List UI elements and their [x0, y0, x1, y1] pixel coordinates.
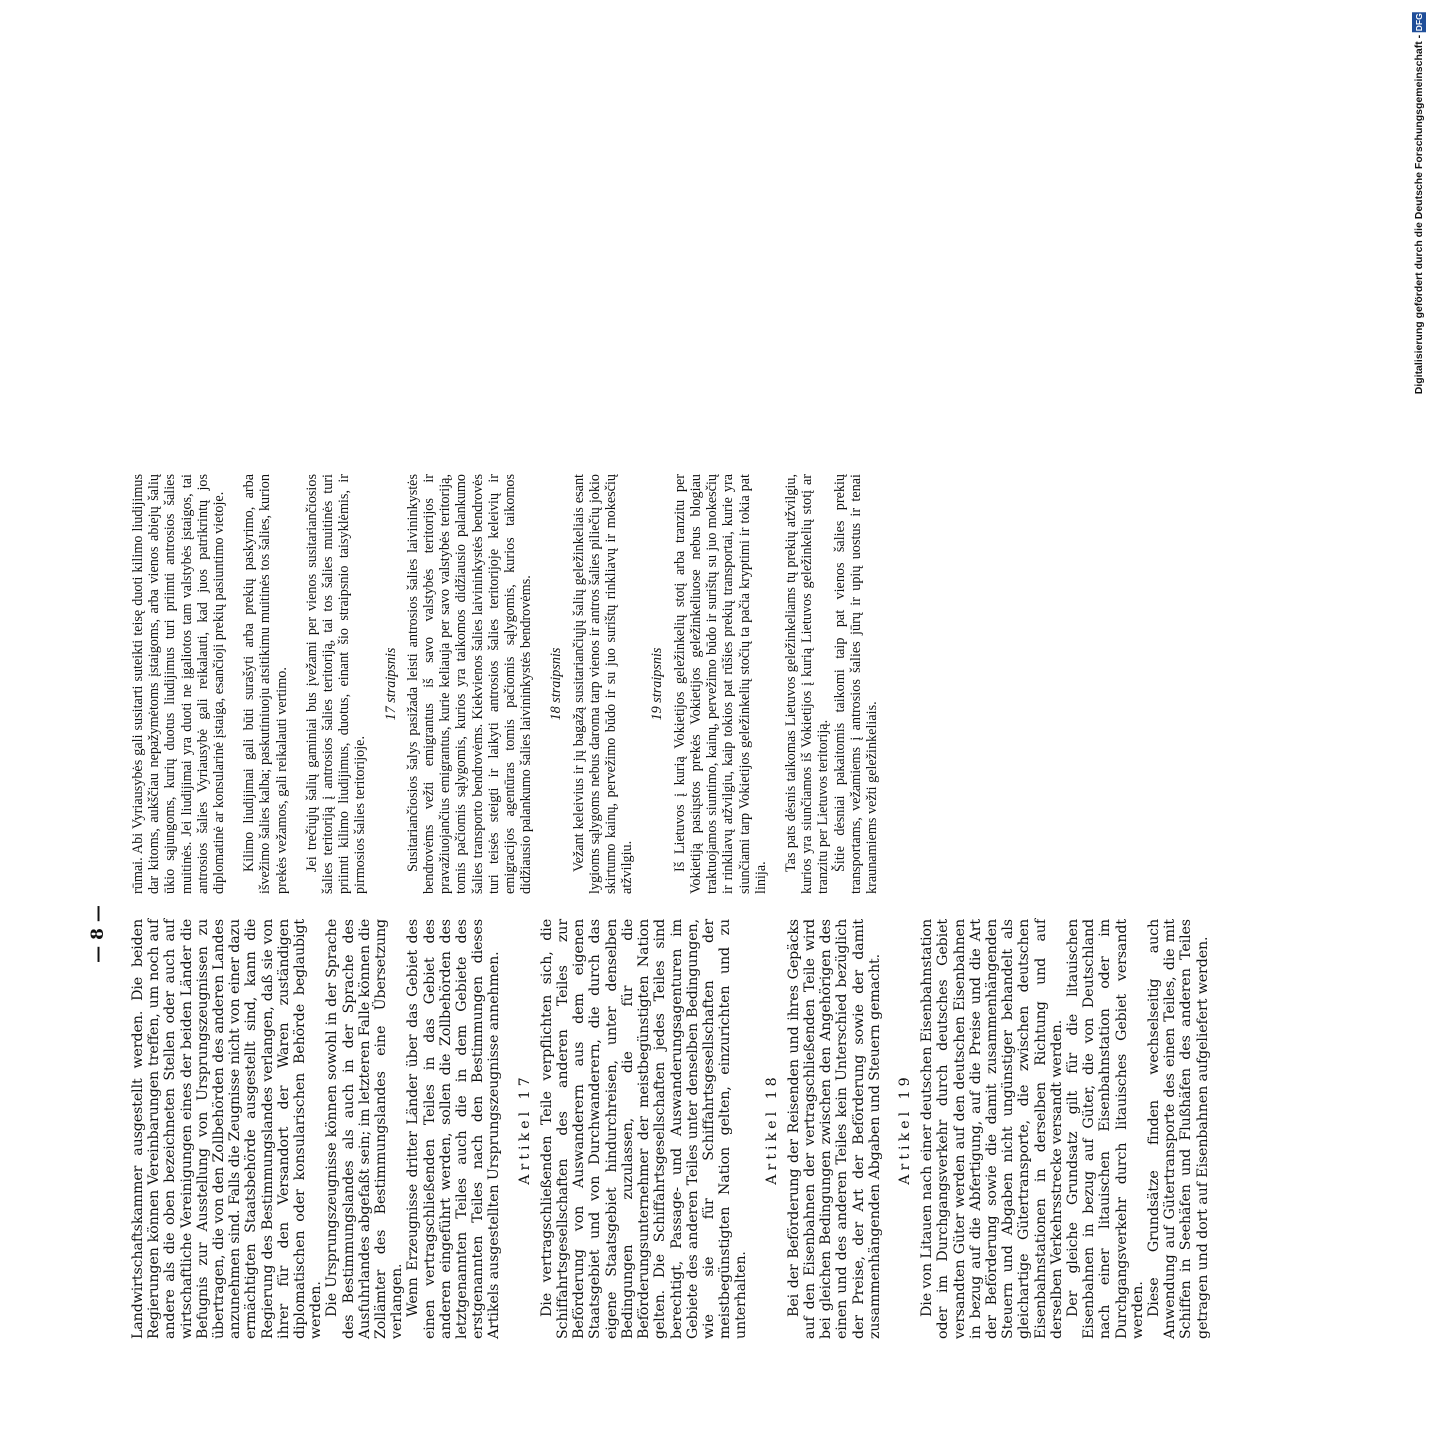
german-article-17-heading: Artikel 17 [516, 1073, 533, 1185]
german-article-18-heading: Artikel 18 [763, 1073, 780, 1185]
lithuanian-article-17-text: Susitariančiosios šalys pasižada leisti antrosios šalies laivininkystės bendrovėms vežti emigrantus iš savo valstybės teritorijos ir pravažiuojančius emigrantus, kurie keliauja per savo valstybės teritoriją, tomis pačiomis sąlygomis, kurios yra taikomos didžiausio palankumo šalies transporto bendrovėms. Kiekvienos šalies laivininkystės bendrovės turi teisės steigti ir laikyti antrosios šalies teritorijoje keleivių ir emigracijos agentūras tomis pačiomis sąlygomis, kurios taikomos didžiausio palankumo šalies laivininkystės bendrovėms. [404, 474, 535, 894]
lithuanian-article-17-heading: 17 straipsnis [382, 647, 399, 721]
lithuanian-paragraph: Kilimo liudijimai gali būti surašyti arba prekių paskyrimo, arba išvežimo šalies kalba; paskutiniuoju atsitikimu muitinės tos šalies, kurion prekės vežamos, gali reikalauti vertimo. [241, 474, 290, 894]
lithuanian-article-19-heading: 19 straipsnis [649, 647, 666, 721]
lithuanian-paragraph: Jei trečiųjų šalių gaminiai bus įvežami per vienos susitariančiosios šalies teritoriją į antrosios šalies teritoriją, tai tos šalies muitinės turi priimti kilimo liudijimus, duotus, einant šio straipsnio taisyklėmis, ir pirmosios šalies teritorijoje. [303, 474, 369, 894]
lithuanian-article-19-paragraph: Iš Lietuvos į kurią Vokietijos geležinkelių stotį arba tranzitu per Vokietiją pasiųstos prekės Vokietijos geležinkeliuose nebus blogiau traktuojamos siuntimo, kainų, pervežimo būdo ir surištų su juo mokesčių ir rinkliavų atžvilgiu, kaip tokios pat rūšies prekių transportai, kurie yra siunčiami tarp Vokietijos geležinkelių stočių ta pačia kryptimi ir tokia pat linija. [671, 474, 769, 894]
german-column [130, 919, 1211, 1339]
lithuanian-article-19-paragraph: Tas pats dėsnis taikomas Lietuvos geležinkeliams tų prekių atžvilgiu, kurios yra siunčiamos iš Vokietijos į kurią Lietuvos geležinkelių stotį ar tranzitu per Lietuvos teritoriją. [782, 474, 832, 894]
spacer [227, 474, 241, 894]
spacer [769, 474, 783, 894]
german-article-18-text: Bei der Beförderung der Reisenden und ihres Gepäcks auf den Eisenbahnen der vertragschließenden Teile wird bei gleichen Bedingungen zwischen den Angehörigen des einen und des anderen Teiles kein Unterschied bezüglich der Preise, der Art der Beförderung sowie der damit zusammenhängenden Abgaben und Steuern gemacht. [785, 919, 883, 1339]
dfg-logo: DFG [1414, 13, 1424, 31]
german-article-19-paragraph: Diese Grundsätze finden wechselseitig auch Anwendung auf Gütertransporte des einen Teiles, die mit Schiffen in Seehäfen und Flußhäfen des anderen Teiles getragen und dort auf Eisenbahnen aufgeliefert werden. [1145, 919, 1211, 1339]
german-paragraph: Wenn Erzeugnisse dritter Länder über das Gebiet des einen vertragschließenden Teiles in das Gebiet des anderen eingeführt werden, sollen die Zollbehörden des letztgenannten Teiles auch die in dem Gebiete des erstgenannten Teiles nach den Bestimmungen dieses Artikels ausgestellten Ursprungszeugnisse annehmen. [405, 919, 503, 1339]
spacer [290, 474, 304, 894]
german-paragraph: Die Ursprungszeugnisse können sowohl in der Sprache des Bestimmungslandes als auch in der Sprache des Ausfuhrlandes abgefaßt sein; im letzteren Falle können die Zollämter des Bestimmungslandes eine Übersetzung verlangen. [324, 919, 406, 1339]
german-article-19-heading: Artikel 19 [896, 1073, 913, 1185]
lithuanian-article-19-paragraph: Šitie dėsniai pakaitomis taikomi taip pat vienos šalies prekių transportams, vežamiems į antrosios šalies jūrų ir upių uostus ir tenai kraunamiems vežti geležinkeliais. [831, 474, 880, 894]
rotated-page [0, 434, 1434, 1434]
german-article-17-text: Die vertragschließenden Teile verpflichten sich, die Schiffahrtsgesellschaften des anderen Teiles zur Beförderung von Auswanderern aus dem eigenen Staatsgebiet und von Durchwanderern, die durch das eigene Staatsgebiet hindurchreisen, unter denselben Bedingungen zuzulassen, die für die Beförderungsunternehmer der meistbegünstigten Nation gelten. Die Schiffahrtsgesellschaften jedes Teiles sind berechtigt, Passage- und Auswanderungsagenturen im Gebiete des anderen Teiles unter denselben Bedingungen, wie sie für Schiffahrtsgesellschaften der meistbegünstigten Nation gelten, einzurichten und zu unterhalten. [538, 919, 750, 1339]
credit-text-wrap [1412, 8, 1426, 394]
lithuanian-paragraph: rūmai. Abi Vyriausybės gali susitarti suteikti teisę duoti kilimo liudijimus dar kitoms, aukščiau nepažymėtoms įstaigoms, arba vienos abiejų šalių ūkio sąjungoms, kurių duotus liudijimus turi priimti antrosios šalies muitinės. Jei liudijimai yra duoti ne įgaliotos tam valstybės įstaigos, tai antrosios šalies Vyriausybė gali reikalauti, kad juos patrikrintų jos diplomatinė ar konsularinė įstaiga, esančioji prekių pasiuntimo vietoje. [130, 474, 228, 894]
page-number: — 8 — [88, 905, 108, 963]
german-article-19-paragraph: Der gleiche Grundsatz gilt für die litauischen Eisenbahnen in bezug auf Güter, die von Deutschland nach einer litauischen Eisenbahnstation oder im Durchgangsverkehr durch litauisches Gebiet versandt werden. [1064, 919, 1146, 1339]
german-article-19-paragraph: Die von Litauen nach einer deutschen Eisenbahnstation oder im Durchgangsverkehr durch deutsches Gebiet versandten Güter werden auf den deutschen Eisenbahnen in bezug auf die Abfertigung, auf die Preise und die Art der Beförderung sowie die damit zusammenhängenden Steuern und Abgaben nicht ungünstiger behandelt als gleichartige Gütertransporte, die zwischen deutschen Eisenbahnstationen in derselben Richtung und auf derselben Verkehrsstrecke versandt werden. [919, 919, 1065, 1339]
german-paragraph: Landwirtschaftskammer ausgestellt werden. Die beiden Regierungen können Vereinbarungen treffen, um noch auf andere als die oben bezeichneten Stellen oder auch auf wirtschaftliche Vereinigungen eines der beiden Länder die Befugnis zur Ausstellung von Ursprungszeugnissen zu übertragen, die von den Zollbehörden des anderen Landes anzunehmen sind. Falls die Zeugnisse nicht von einer dazu ermächtigten Staatsbehörde ausgestellt sind, kann die Regierung des Bestimmungslandes verlangen, daß sie von ihrer für den Versandort der Waren zuständigen diplomatischen oder konsularischen Behörde beglaubigt werden. [130, 919, 325, 1339]
credit-text: Digitalisierung gefördert durch die Deutsche Forschungsgemeinschaft - [1413, 34, 1425, 395]
digitization-credit [1406, 0, 1428, 1000]
lithuanian-article-18-heading: 18 straipsnis [548, 647, 565, 721]
lithuanian-column [130, 474, 880, 894]
lithuanian-article-18-text: Vežant keleivius ir jų bagažą susitariančiųjų šalių geležinkeliais esant lygioms sąlygoms nebus daroma tarp vienos ir antros šalies piliečių jokio skirtumo kainų, pervežimo būdo ir su juo surištų rinkliavų ir mokesčių atžvilgiu. [570, 474, 636, 894]
